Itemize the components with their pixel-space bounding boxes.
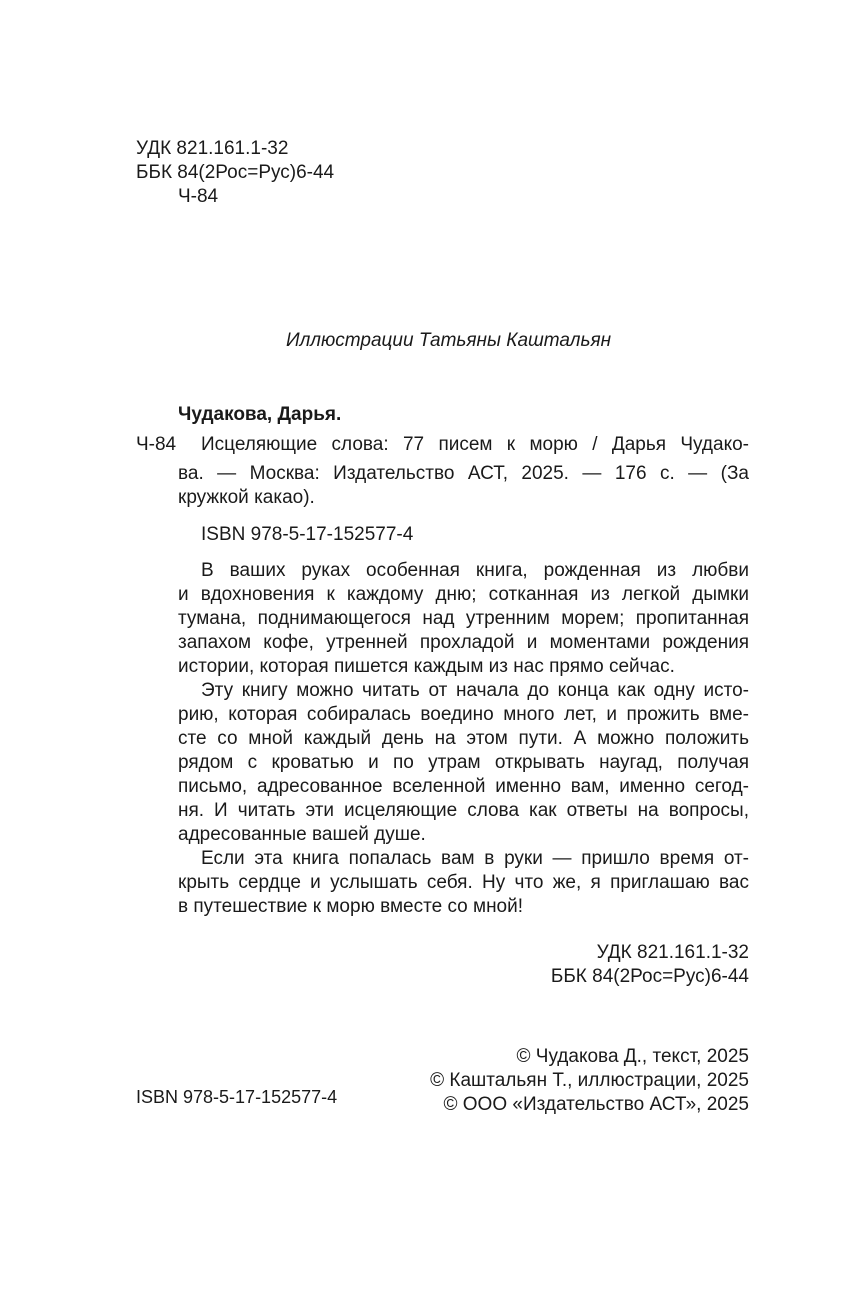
annotation-line: В ваших руках особенная книга, рожденная из любви (201, 560, 749, 581)
annotation-line: тумана, поднимающегося над утренним морем; пропитанная (178, 608, 749, 629)
card-mark: Ч-84 (136, 434, 177, 455)
annotation-line: рядом с кроватью и по утрам открывать наугад, получая (178, 752, 749, 773)
copyright-line: © Чудакова Д., текст, 2025 (516, 1046, 749, 1067)
copyright-line: © Каштальян Т., иллюстрации, 2025 (430, 1070, 749, 1091)
udk-code-bottom: УДК 821.161.1-32 (596, 942, 749, 963)
annotation-line: крыть сердце и услышать себя. Ну что же, я приглашаю вас (178, 872, 749, 893)
annotation-line: запахом кофе, утренней прохладой и моментами рождения (178, 632, 749, 653)
illustrations-credit: Иллюстрации Татьяны Каштальян (286, 330, 612, 351)
annotation-line: сте со мной каждый день на этом пути. А можно положить (178, 728, 749, 749)
annotation-line: и вдохновения к каждому дню; сотканная из легкой дымки (178, 584, 749, 605)
copyright-line: © ООО «Издательство АСТ», 2025 (443, 1094, 749, 1115)
bbk-code-bottom: ББК 84(2Рос=Рус)6-44 (550, 966, 749, 987)
annotation-line: в путешествие к морю вместе со мной! (178, 896, 524, 917)
card-isbn: ISBN 978-5-17-152577-4 (201, 524, 414, 545)
annotation-line: рию, которая собиралась воедино много лет, и прожить вме- (178, 704, 749, 725)
annotation-line: Эту книгу можно читать от начала до конца как одну исто- (201, 680, 749, 701)
author-mark: Ч-84 (178, 186, 219, 207)
annotation-line: Если эта книга попалась вам в руки — пришло время от- (201, 848, 749, 869)
udk-code: УДК 821.161.1-32 (136, 138, 289, 159)
bbk-code: ББК 84(2Рос=Рус)6-44 (136, 162, 335, 183)
annotation-line: истории, которая пишется каждым из нас прямо сейчас. (178, 656, 675, 677)
card-author: Чудакова, Дарья. (178, 404, 342, 425)
bib-line: ва. — Москва: Издательство АСТ, 2025. — 176 с. — (За (178, 463, 749, 484)
bib-line: Исцеляющие слова: 77 писем к морю / Дарья Чудако- (201, 434, 749, 455)
isbn-footer: ISBN 978-5-17-152577-4 (136, 1087, 338, 1107)
annotation-line: письмо, адресованное вселенной именно вам, именно сегод- (178, 776, 749, 797)
bib-line: кружкой какао). (178, 487, 315, 508)
annotation-line: ня. И читать эти исцеляющие слова как ответы на вопросы, (178, 800, 749, 821)
annotation-line: адресованные вашей душе. (178, 824, 426, 845)
